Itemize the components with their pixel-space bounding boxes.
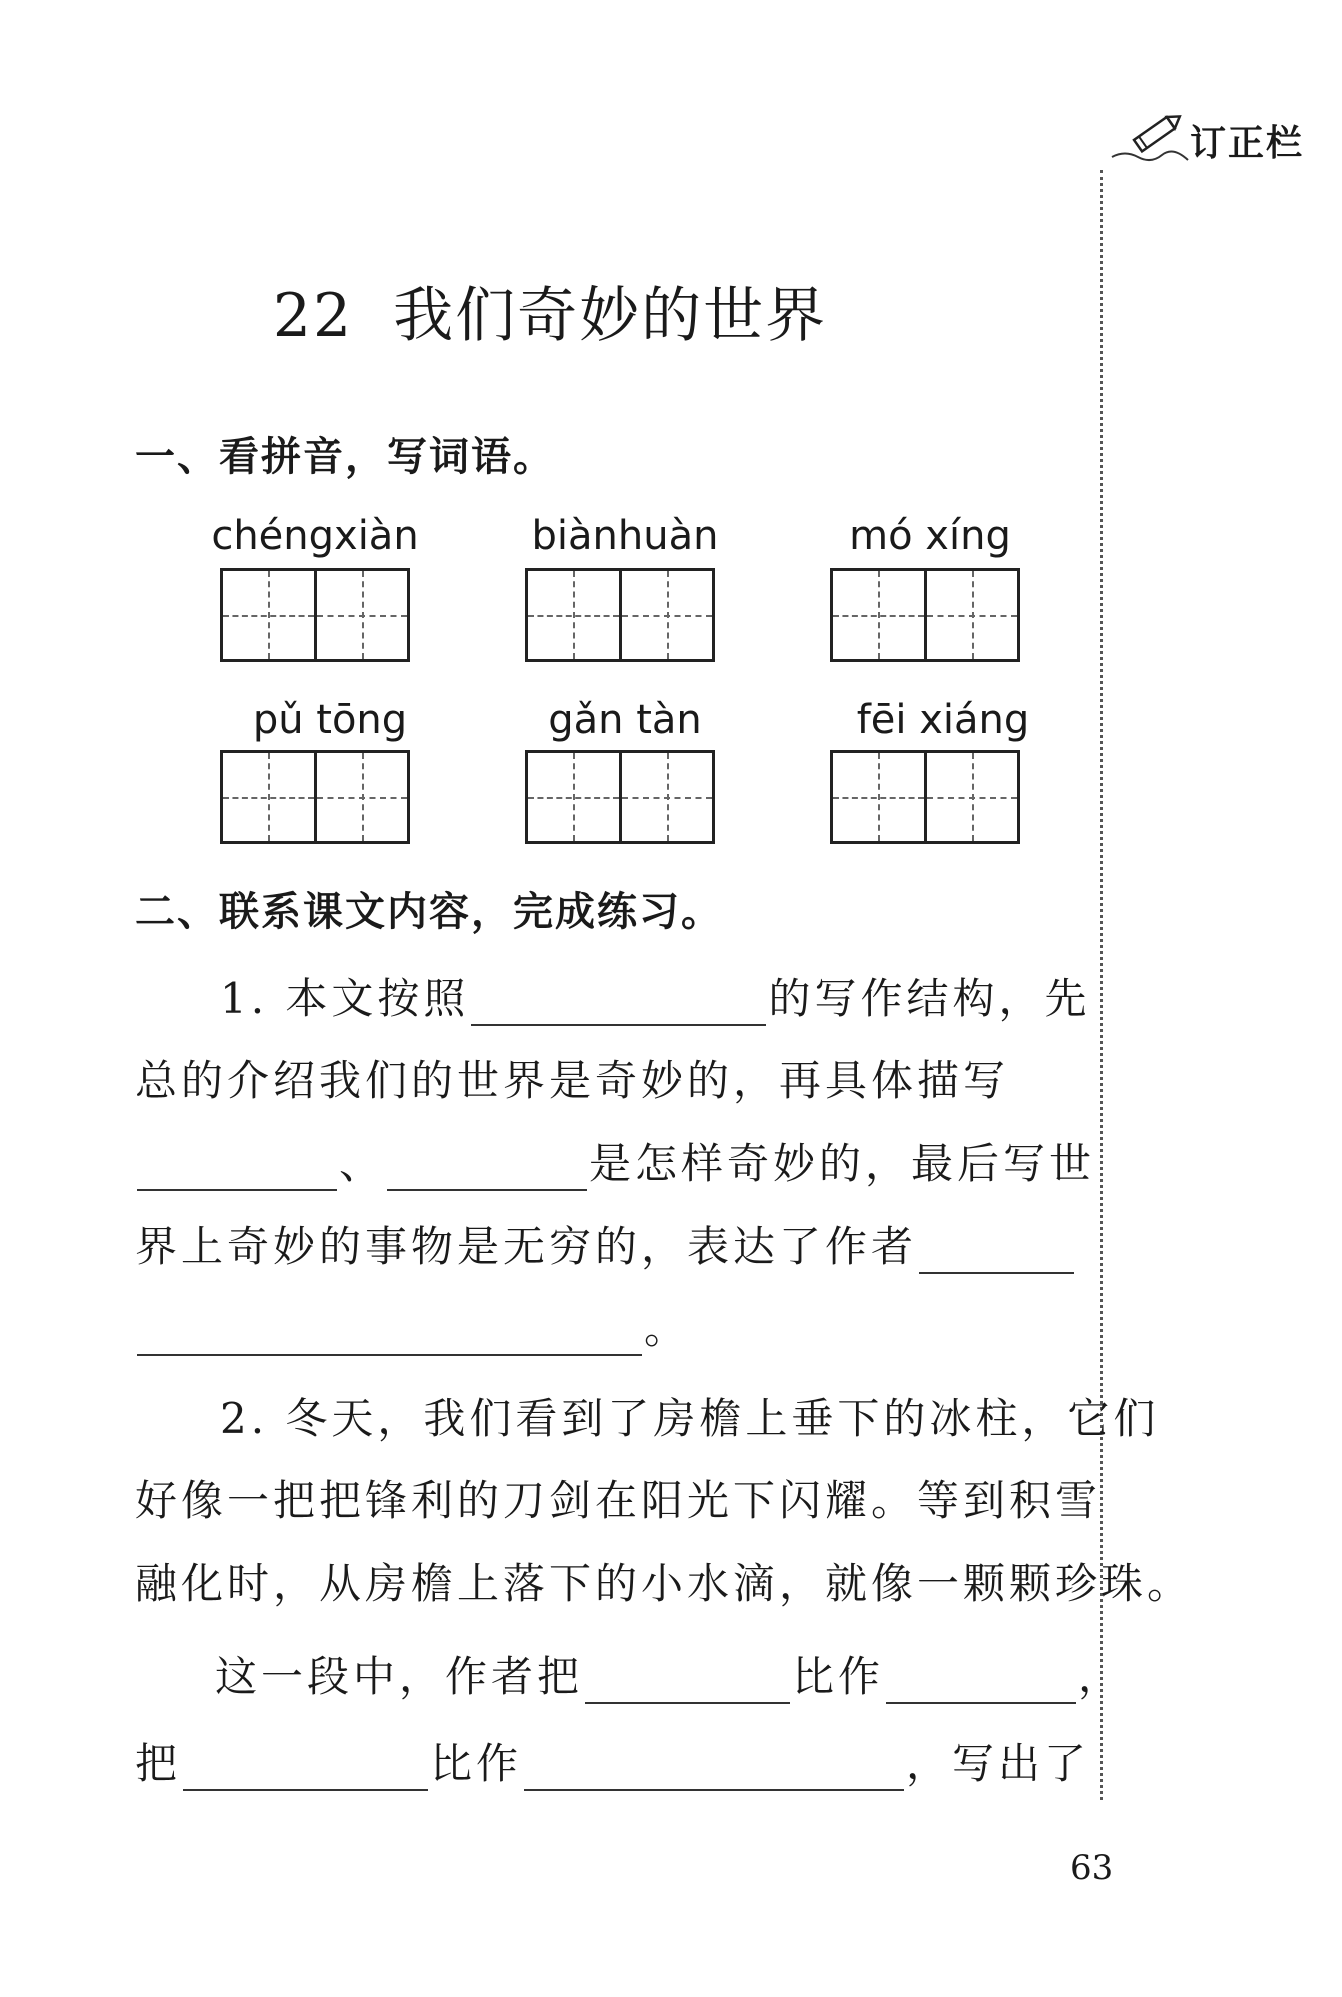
lesson-title xyxy=(0,268,1100,354)
pinyin-label: chéngxiàn xyxy=(211,513,419,559)
grid-cell[interactable] xyxy=(223,753,314,841)
text: 这一段中，作者把 xyxy=(215,1652,584,1701)
answer-blank[interactable] xyxy=(585,1656,790,1704)
q1-line-3 xyxy=(135,1135,1095,1191)
text: 好像一把把锋利的刀剑在阳光下闪耀。等到积雪 xyxy=(135,1476,1102,1525)
text: 融化时，从房檐上落下的小水滴，就像一颗颗珍珠。 xyxy=(135,1559,1194,1608)
text: 1. 本文按照 xyxy=(220,974,470,1023)
answer-blank[interactable] xyxy=(387,1143,587,1191)
q1-line-4 xyxy=(135,1218,1076,1274)
text: 比作 xyxy=(430,1739,523,1788)
q1-line-1 xyxy=(220,970,1090,1026)
writing-grid[interactable] xyxy=(220,568,410,662)
text: 界上奇妙的事物是无穷的，表达了作者 xyxy=(135,1222,918,1271)
q2-line-5 xyxy=(135,1735,1090,1791)
writing-grid[interactable] xyxy=(220,750,410,844)
writing-grid[interactable] xyxy=(830,750,1020,844)
pinyin-label: pǔ tōng xyxy=(252,697,408,743)
q2-line-4 xyxy=(215,1648,1124,1704)
answer-blank[interactable] xyxy=(886,1656,1076,1704)
text: 是怎样奇妙的，最后写世 xyxy=(589,1139,1096,1188)
text: 把 xyxy=(135,1739,182,1788)
pinyin-label: biànhuàn xyxy=(531,513,719,559)
grid-cell[interactable] xyxy=(314,571,408,659)
text: 的写作结构，先 xyxy=(768,974,1091,1023)
lesson-number: 22 xyxy=(272,281,354,351)
text: 总的介绍我们的世界是奇妙的，再具体描写 xyxy=(135,1056,1010,1105)
pinyin-label: fēi xiáng xyxy=(856,697,1030,743)
answer-blank[interactable] xyxy=(183,1743,428,1791)
grid-cell[interactable] xyxy=(314,753,408,841)
q2-line-3 xyxy=(135,1555,1193,1611)
writing-grid[interactable] xyxy=(525,568,715,662)
q2-line-2 xyxy=(135,1472,1101,1528)
grid-cell[interactable] xyxy=(924,571,1018,659)
q1-line-5 xyxy=(135,1300,690,1356)
correction-column-label: 订正栏 xyxy=(1190,123,1305,164)
page-number: 63 xyxy=(1070,1848,1114,1888)
text: 2. 冬天，我们看到了房檐上垂下的冰柱，它们 xyxy=(220,1394,1160,1443)
grid-cell[interactable] xyxy=(223,571,314,659)
grid-cell[interactable] xyxy=(833,571,924,659)
grid-cell[interactable] xyxy=(528,753,619,841)
grid-cell[interactable] xyxy=(528,571,619,659)
grid-cell[interactable] xyxy=(924,753,1018,841)
text: 比作 xyxy=(792,1652,885,1701)
pinyin-label: gǎn tàn xyxy=(548,697,702,743)
answer-blank[interactable] xyxy=(471,978,766,1026)
text: 、 xyxy=(339,1139,386,1188)
text: ， xyxy=(1078,1652,1125,1701)
pinyin-label: mó xíng xyxy=(849,513,1011,559)
text: 。 xyxy=(644,1304,691,1353)
section1-heading: 一、看拼音，写词语。 xyxy=(135,434,555,480)
section2-heading: 二、联系课文内容，完成练习。 xyxy=(135,889,723,935)
writing-grid[interactable] xyxy=(525,750,715,844)
grid-cell[interactable] xyxy=(619,753,713,841)
answer-blank[interactable] xyxy=(137,1143,337,1191)
q2-line-1 xyxy=(220,1390,1159,1446)
answer-blank[interactable] xyxy=(524,1743,904,1791)
correction-column-header xyxy=(1110,105,1342,175)
pencil-icon xyxy=(1110,105,1190,175)
grid-cell[interactable] xyxy=(833,753,924,841)
grid-cell[interactable] xyxy=(619,571,713,659)
answer-blank[interactable] xyxy=(137,1308,642,1356)
lesson-title-text: 我们奇妙的世界 xyxy=(393,281,828,351)
text: ，写出了 xyxy=(906,1739,1091,1788)
answer-blank[interactable] xyxy=(919,1226,1074,1274)
writing-grid[interactable] xyxy=(830,568,1020,662)
q1-line-2 xyxy=(135,1052,1009,1108)
